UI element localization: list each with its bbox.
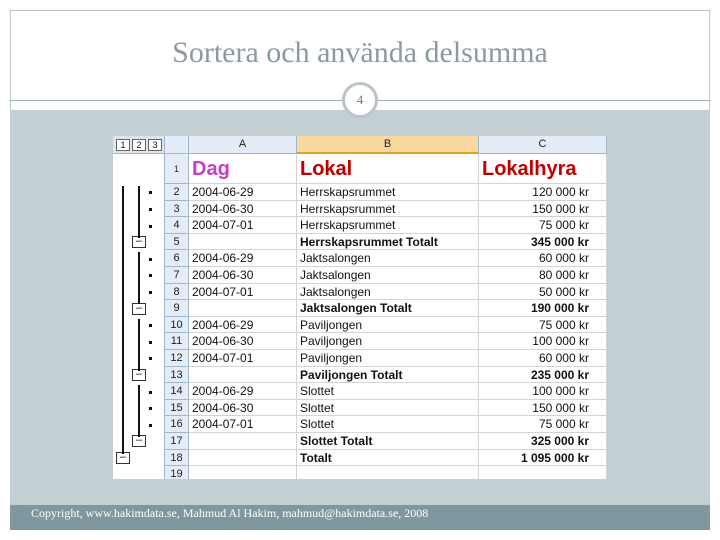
row-number[interactable]: 9 <box>165 300 189 317</box>
column-header-b[interactable]: B <box>297 136 479 154</box>
column-header-c[interactable]: C <box>479 136 607 154</box>
cell-dag[interactable]: 2004-06-29 <box>189 250 297 267</box>
header-cell-lokalhyra[interactable]: Lokalhyra <box>479 154 607 184</box>
cell-lokalhyra[interactable]: 50 000 kr <box>479 284 607 301</box>
outline-detail-dot <box>149 274 152 277</box>
cell-dag[interactable]: 2004-07-01 <box>189 217 297 234</box>
row-number[interactable]: 11 <box>165 333 189 350</box>
cell-lokalhyra[interactable] <box>479 466 607 479</box>
outline-detail-dot <box>149 341 152 344</box>
cell-dag[interactable]: 2004-06-29 <box>189 383 297 400</box>
row-number[interactable]: 14 <box>165 383 189 400</box>
footer-copyright: Copyright, www.hakimdata.se, Mahmud Al Hakim, mahmud@hakimdata.se, 2008 <box>31 506 429 520</box>
outline-detail-dot <box>149 424 152 427</box>
slide-title: Sortera och använda delsumma <box>172 36 548 69</box>
cell-lokal[interactable]: Slottet <box>297 416 479 433</box>
row-number[interactable]: 2 <box>165 184 189 201</box>
outline-detail-dot <box>149 208 152 211</box>
outline-detail-dot <box>149 391 152 394</box>
outline-detail-dot <box>149 191 152 194</box>
cell-lokalhyra[interactable]: 190 000 kr <box>479 300 607 317</box>
collapse-all-button[interactable]: – <box>116 452 130 464</box>
row-number[interactable]: 10 <box>165 317 189 334</box>
cell-dag[interactable] <box>189 466 297 479</box>
outline-detail-dot <box>149 324 152 327</box>
cell-lokal[interactable]: Jaktsalongen <box>297 267 479 284</box>
cell-dag[interactable]: 2004-06-29 <box>189 317 297 334</box>
cell-lokal[interactable]: Slottet <box>297 400 479 417</box>
cell-lokal[interactable]: Paviljongen <box>297 350 479 367</box>
cell-lokalhyra[interactable]: 75 000 kr <box>479 217 607 234</box>
outline-group-bracket <box>138 319 143 371</box>
outline-level-3-button[interactable]: 3 <box>148 139 162 151</box>
cell-lokalhyra[interactable]: 100 000 kr <box>479 333 607 350</box>
cell-lokal[interactable]: Jaktsalongen <box>297 250 479 267</box>
cell-lokal[interactable]: Jaktsalongen <box>297 284 479 301</box>
header-cell-lokal[interactable]: Lokal <box>297 154 479 184</box>
page-number-badge: 4 <box>342 82 378 118</box>
cell-lokalhyra[interactable]: 150 000 kr <box>479 201 607 218</box>
row-number[interactable]: 19 <box>165 466 189 479</box>
cell-lokalhyra[interactable]: 60 000 kr <box>479 350 607 367</box>
cell-lokal[interactable]: Herrskapsrummet Totalt <box>297 234 479 251</box>
select-all-corner[interactable] <box>165 136 189 154</box>
row-number[interactable]: 7 <box>165 267 189 284</box>
cell-dag[interactable]: 2004-07-01 <box>189 284 297 301</box>
cell-lokalhyra[interactable]: 75 000 kr <box>479 416 607 433</box>
cell-lokalhyra[interactable]: 75 000 kr <box>479 317 607 334</box>
outline-level-2-button[interactable]: 2 <box>132 139 146 151</box>
cell-lokal[interactable]: Paviljongen Totalt <box>297 367 479 384</box>
row-number[interactable]: 15 <box>165 400 189 417</box>
cell-lokalhyra[interactable]: 80 000 kr <box>479 267 607 284</box>
cell-lokal[interactable]: Herrskapsrummet <box>297 217 479 234</box>
cell-lokal[interactable]: Herrskapsrummet <box>297 201 479 218</box>
outline-level-1-button[interactable]: 1 <box>116 139 130 151</box>
outline-total-bracket <box>122 186 127 454</box>
collapse-group-button[interactable]: – <box>132 303 146 315</box>
cell-lokalhyra[interactable]: 100 000 kr <box>479 383 607 400</box>
collapse-group-button[interactable]: – <box>132 435 146 447</box>
outline-group-bracket <box>138 385 143 437</box>
row-number[interactable]: 3 <box>165 201 189 218</box>
outline-detail-dot <box>149 407 152 410</box>
outline-detail-dot <box>149 225 152 228</box>
row-number[interactable]: 6 <box>165 250 189 267</box>
cell-dag[interactable] <box>189 300 297 317</box>
cell-lokalhyra[interactable]: 120 000 kr <box>479 184 607 201</box>
cell-dag[interactable]: 2004-06-30 <box>189 400 297 417</box>
row-number[interactable]: 13 <box>165 367 189 384</box>
row-number[interactable]: 17 <box>165 433 189 450</box>
cell-lokalhyra[interactable]: 150 000 kr <box>479 400 607 417</box>
collapse-group-button[interactable]: – <box>132 369 146 381</box>
row-number[interactable]: 16 <box>165 416 189 433</box>
cell-lokalhyra[interactable]: 325 000 kr <box>479 433 607 450</box>
cell-lokal[interactable]: Herrskapsrummet <box>297 184 479 201</box>
cell-dag[interactable]: 2004-06-30 <box>189 201 297 218</box>
row-number[interactable]: 12 <box>165 350 189 367</box>
header-cell-dag[interactable]: Dag <box>189 154 297 184</box>
cell-lokal[interactable] <box>297 466 479 479</box>
row-number[interactable]: 4 <box>165 217 189 234</box>
collapse-group-button[interactable]: – <box>132 236 146 248</box>
cell-lokalhyra[interactable]: 60 000 kr <box>479 250 607 267</box>
cell-lokal[interactable]: Totalt <box>297 450 479 467</box>
cell-lokal[interactable]: Paviljongen <box>297 317 479 334</box>
outline-detail-dot <box>149 357 152 360</box>
cell-dag[interactable]: 2004-07-01 <box>189 416 297 433</box>
cell-lokalhyra[interactable]: 345 000 kr <box>479 234 607 251</box>
column-header-a[interactable]: A <box>189 136 297 154</box>
cell-dag[interactable] <box>189 450 297 467</box>
cell-lokal[interactable]: Jaktsalongen Totalt <box>297 300 479 317</box>
cell-lokalhyra[interactable]: 1 095 000 kr <box>479 450 607 467</box>
outline-detail-dot <box>149 258 152 261</box>
outline-detail-dot <box>149 291 152 294</box>
cell-dag[interactable] <box>189 433 297 450</box>
cell-dag[interactable]: 2004-06-29 <box>189 184 297 201</box>
outline-group-bracket <box>138 186 143 238</box>
outline-level-bar <box>113 136 165 154</box>
cell-dag[interactable]: 2004-07-01 <box>189 350 297 367</box>
cell-dag[interactable]: 2004-06-30 <box>189 267 297 284</box>
outline-group-bracket <box>138 252 143 304</box>
row-number[interactable]: 1 <box>165 154 189 184</box>
cell-dag[interactable]: 2004-06-30 <box>189 333 297 350</box>
cell-dag[interactable] <box>189 367 297 384</box>
cell-lokal[interactable]: Slottet Totalt <box>297 433 479 450</box>
cell-lokal[interactable]: Paviljongen <box>297 333 479 350</box>
row-number[interactable]: 8 <box>165 284 189 301</box>
row-number[interactable]: 18 <box>165 450 189 467</box>
spreadsheet <box>113 136 607 479</box>
row-number[interactable]: 5 <box>165 234 189 251</box>
cell-dag[interactable] <box>189 234 297 251</box>
cell-lokal[interactable]: Slottet <box>297 383 479 400</box>
cell-lokalhyra[interactable]: 235 000 kr <box>479 367 607 384</box>
